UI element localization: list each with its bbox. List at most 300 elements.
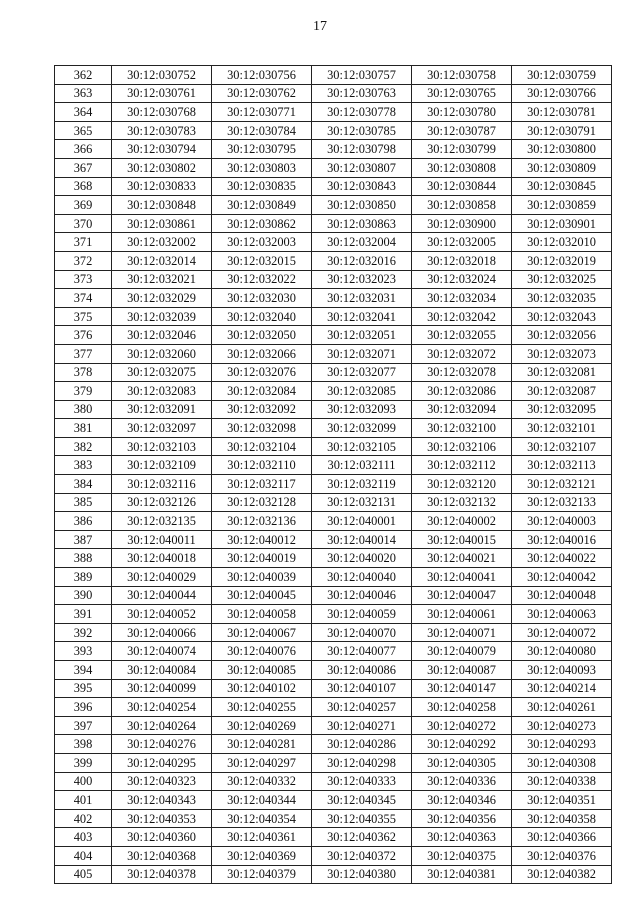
table-body <box>55 66 612 884</box>
cadastral-code-cell: 30:12:032133 <box>512 493 612 512</box>
cadastral-code-cell: 30:12:030835 <box>212 177 312 196</box>
cadastral-code-cell: 30:12:032111 <box>312 456 412 475</box>
cadastral-code-cell: 30:12:030798 <box>312 140 412 159</box>
cadastral-code-cell: 30:12:040085 <box>212 661 312 680</box>
row-number-cell: 401 <box>55 791 112 810</box>
cadastral-code-cell: 30:12:032113 <box>512 456 612 475</box>
cadastral-code-cell: 30:12:040047 <box>412 586 512 605</box>
cadastral-code-cell: 30:12:032023 <box>312 270 412 289</box>
table-row <box>55 661 612 680</box>
cadastral-code-cell: 30:12:032003 <box>212 233 312 252</box>
cadastral-code-cell: 30:12:040086 <box>312 661 412 680</box>
table-row <box>55 493 612 512</box>
table-row <box>55 307 612 326</box>
cadastral-code-cell: 30:12:032076 <box>212 363 312 382</box>
cadastral-code-cell: 30:12:030783 <box>112 121 212 140</box>
table-row <box>55 419 612 438</box>
cadastral-code-cell: 30:12:032086 <box>412 382 512 401</box>
cadastral-code-cell: 30:12:040298 <box>312 753 412 772</box>
table-row <box>55 846 612 865</box>
cadastral-code-cell: 30:12:032087 <box>512 382 612 401</box>
cadastral-code-cell: 30:12:030785 <box>312 121 412 140</box>
cadastral-code-cell: 30:12:032022 <box>212 270 312 289</box>
cadastral-code-cell: 30:12:030791 <box>512 121 612 140</box>
cadastral-code-cell: 30:12:040052 <box>112 605 212 624</box>
cadastral-code-cell: 30:12:040015 <box>412 530 512 549</box>
row-number-cell: 366 <box>55 140 112 159</box>
cadastral-code-cell: 30:12:040295 <box>112 753 212 772</box>
row-number-cell: 392 <box>55 623 112 642</box>
cadastral-code-cell: 30:12:040358 <box>512 809 612 828</box>
table-row <box>55 530 612 549</box>
cadastral-code-cell: 30:12:032041 <box>312 307 412 326</box>
cadastral-code-cell: 30:12:040003 <box>512 512 612 531</box>
cadastral-code-cell: 30:12:030763 <box>312 84 412 103</box>
cadastral-code-cell: 30:12:040058 <box>212 605 312 624</box>
cadastral-code-cell: 30:12:030778 <box>312 103 412 122</box>
cadastral-code-cell: 30:12:040308 <box>512 753 612 772</box>
table-row <box>55 865 612 884</box>
cadastral-code-cell: 30:12:032132 <box>412 493 512 512</box>
cadastral-code-cell: 30:12:030859 <box>512 196 612 215</box>
cadastral-code-cell: 30:12:040356 <box>412 809 512 828</box>
cadastral-code-cell: 30:12:032126 <box>112 493 212 512</box>
cadastral-code-cell: 30:12:032099 <box>312 419 412 438</box>
cadastral-code-cell: 30:12:040012 <box>212 530 312 549</box>
cadastral-code-cell: 30:12:040276 <box>112 735 212 754</box>
cadastral-code-cell: 30:12:032010 <box>512 233 612 252</box>
cadastral-code-cell: 30:12:040014 <box>312 530 412 549</box>
cadastral-code-cell: 30:12:040021 <box>412 549 512 568</box>
cadastral-code-cell: 30:12:040214 <box>512 679 612 698</box>
cadastral-code-cell: 30:12:040368 <box>112 846 212 865</box>
cadastral-code-cell: 30:12:032035 <box>512 289 612 308</box>
cadastral-code-cell: 30:12:032050 <box>212 326 312 345</box>
cadastral-code-cell: 30:12:032093 <box>312 400 412 419</box>
cadastral-code-cell: 30:12:030800 <box>512 140 612 159</box>
row-number-cell: 373 <box>55 270 112 289</box>
cadastral-code-cell: 30:12:040099 <box>112 679 212 698</box>
cadastral-code-cell: 30:12:032004 <box>312 233 412 252</box>
table-row <box>55 177 612 196</box>
cadastral-code-cell: 30:12:040079 <box>412 642 512 661</box>
row-number-cell: 367 <box>55 158 112 177</box>
cadastral-code-cell: 30:12:032131 <box>312 493 412 512</box>
cadastral-code-cell: 30:12:040379 <box>212 865 312 884</box>
cadastral-code-cell: 30:12:040063 <box>512 605 612 624</box>
cadastral-code-cell: 30:12:040258 <box>412 698 512 717</box>
cadastral-code-cell: 30:12:040067 <box>212 623 312 642</box>
cadastral-code-cell: 30:12:040074 <box>112 642 212 661</box>
table-row <box>55 475 612 494</box>
cadastral-code-cell: 30:12:032077 <box>312 363 412 382</box>
cadastral-code-cell: 30:12:040361 <box>212 828 312 847</box>
cadastral-code-cell: 30:12:040286 <box>312 735 412 754</box>
row-number-cell: 380 <box>55 400 112 419</box>
cadastral-code-cell: 30:12:032098 <box>212 419 312 438</box>
cadastral-code-cell: 30:12:030862 <box>212 214 312 233</box>
cadastral-code-cell: 30:12:030844 <box>412 177 512 196</box>
cadastral-code-cell: 30:12:032016 <box>312 251 412 270</box>
table-row <box>55 828 612 847</box>
cadastral-code-cell: 30:12:032029 <box>112 289 212 308</box>
cadastral-code-cell: 30:12:030802 <box>112 158 212 177</box>
cadastral-code-cell: 30:12:040001 <box>312 512 412 531</box>
cadastral-code-cell: 30:12:040022 <box>512 549 612 568</box>
cadastral-code-cell: 30:12:040305 <box>412 753 512 772</box>
row-number-cell: 375 <box>55 307 112 326</box>
cadastral-code-cell: 30:12:030807 <box>312 158 412 177</box>
cadastral-code-cell: 30:12:032091 <box>112 400 212 419</box>
cadastral-code-cell: 30:12:030766 <box>512 84 612 103</box>
cadastral-code-cell: 30:12:040376 <box>512 846 612 865</box>
table-row <box>55 382 612 401</box>
cadastral-code-cell: 30:12:040076 <box>212 642 312 661</box>
cadastral-code-cell: 30:12:040072 <box>512 623 612 642</box>
cadastral-code-cell: 30:12:040042 <box>512 568 612 587</box>
cadastral-code-cell: 30:12:040363 <box>412 828 512 847</box>
cadastral-code-cell: 30:12:040355 <box>312 809 412 828</box>
cadastral-code-cell: 30:12:032109 <box>112 456 212 475</box>
cadastral-code-cell: 30:12:040147 <box>412 679 512 698</box>
cadastral-code-cell: 30:12:040041 <box>412 568 512 587</box>
page-number: 17 <box>313 19 327 34</box>
table-row <box>55 549 612 568</box>
cadastral-code-cell: 30:12:040297 <box>212 753 312 772</box>
table-row <box>55 753 612 772</box>
cadastral-code-cell: 30:12:032043 <box>512 307 612 326</box>
cadastral-code-cell: 30:12:032106 <box>412 437 512 456</box>
cadastral-code-cell: 30:12:032084 <box>212 382 312 401</box>
table-row <box>55 326 612 345</box>
cadastral-code-cell: 30:12:030809 <box>512 158 612 177</box>
row-number-cell: 388 <box>55 549 112 568</box>
table-row <box>55 158 612 177</box>
cadastral-code-cell: 30:12:040255 <box>212 698 312 717</box>
cadastral-code-cell: 30:12:032040 <box>212 307 312 326</box>
cadastral-code-cell: 30:12:030771 <box>212 103 312 122</box>
cadastral-code-cell: 30:12:032105 <box>312 437 412 456</box>
cadastral-code-cell: 30:12:032024 <box>412 270 512 289</box>
cadastral-code-cell: 30:12:032094 <box>412 400 512 419</box>
cadastral-code-cell: 30:12:040346 <box>412 791 512 810</box>
cadastral-code-cell: 30:12:030752 <box>112 66 212 85</box>
row-number-cell: 377 <box>55 344 112 363</box>
cadastral-code-cell: 30:12:040080 <box>512 642 612 661</box>
table-row <box>55 66 612 85</box>
cadastral-code-cell: 30:12:030795 <box>212 140 312 159</box>
cadastral-code-cell: 30:12:040048 <box>512 586 612 605</box>
row-number-cell: 371 <box>55 233 112 252</box>
cadastral-code-cell: 30:12:040040 <box>312 568 412 587</box>
cadastral-code-cell: 30:12:032112 <box>412 456 512 475</box>
cadastral-code-cell: 30:12:040019 <box>212 549 312 568</box>
cadastral-code-cell: 30:12:032030 <box>212 289 312 308</box>
cadastral-code-cell: 30:12:032071 <box>312 344 412 363</box>
row-number-cell: 390 <box>55 586 112 605</box>
cadastral-code-cell: 30:12:032081 <box>512 363 612 382</box>
row-number-cell: 397 <box>55 716 112 735</box>
cadastral-code-cell: 30:12:040353 <box>112 809 212 828</box>
row-number-cell: 382 <box>55 437 112 456</box>
row-number-cell: 399 <box>55 753 112 772</box>
row-number-cell: 381 <box>55 419 112 438</box>
cadastral-code-cell: 30:12:040077 <box>312 642 412 661</box>
cadastral-code-cell: 30:12:040102 <box>212 679 312 698</box>
cadastral-code-cell: 30:12:040369 <box>212 846 312 865</box>
table-row <box>55 270 612 289</box>
cadastral-code-cell: 30:12:040344 <box>212 791 312 810</box>
row-number-cell: 364 <box>55 103 112 122</box>
row-number-cell: 368 <box>55 177 112 196</box>
cadastral-code-cell: 30:12:040257 <box>312 698 412 717</box>
cadastral-code-cell: 30:12:032103 <box>112 437 212 456</box>
cadastral-code-cell: 30:12:040272 <box>412 716 512 735</box>
cadastral-code-cell: 30:12:040016 <box>512 530 612 549</box>
cadastral-code-cell: 30:12:040292 <box>412 735 512 754</box>
cadastral-code-cell: 30:12:030768 <box>112 103 212 122</box>
row-number-cell: 389 <box>55 568 112 587</box>
cadastral-code-cell: 30:12:032119 <box>312 475 412 494</box>
cadastral-code-cell: 30:12:030759 <box>512 66 612 85</box>
cadastral-code-cell: 30:12:032056 <box>512 326 612 345</box>
row-number-cell: 403 <box>55 828 112 847</box>
cadastral-code-cell: 30:12:030850 <box>312 196 412 215</box>
cadastral-code-cell: 30:12:040254 <box>112 698 212 717</box>
cadastral-code-cell: 30:12:032116 <box>112 475 212 494</box>
table-row <box>55 623 612 642</box>
cadastral-code-cell: 30:12:032092 <box>212 400 312 419</box>
cadastral-code-cell: 30:12:032019 <box>512 251 612 270</box>
row-number-cell: 379 <box>55 382 112 401</box>
cadastral-code-cell: 30:12:040071 <box>412 623 512 642</box>
cadastral-code-cell: 30:12:040381 <box>412 865 512 884</box>
cadastral-code-cell: 30:12:040336 <box>412 772 512 791</box>
cadastral-code-cell: 30:12:040020 <box>312 549 412 568</box>
cadastral-code-cell: 30:12:032107 <box>512 437 612 456</box>
row-number-cell: 376 <box>55 326 112 345</box>
cadastral-code-cell: 30:12:040338 <box>512 772 612 791</box>
cadastral-code-cell: 30:12:040002 <box>412 512 512 531</box>
cadastral-code-cell: 30:12:032078 <box>412 363 512 382</box>
cadastral-code-cell: 30:12:032095 <box>512 400 612 419</box>
cadastral-code-cell: 30:12:040011 <box>112 530 212 549</box>
table-row <box>55 772 612 791</box>
cadastral-code-cell: 30:12:032117 <box>212 475 312 494</box>
table-row <box>55 400 612 419</box>
row-number-cell: 394 <box>55 661 112 680</box>
table-row <box>55 214 612 233</box>
cadastral-code-cell: 30:12:032072 <box>412 344 512 363</box>
cadastral-code-cell: 30:12:030781 <box>512 103 612 122</box>
cadastral-code-cell: 30:12:040375 <box>412 846 512 865</box>
table-row <box>55 512 612 531</box>
cadastral-code-cell: 30:12:032002 <box>112 233 212 252</box>
cadastral-code-cell: 30:12:032135 <box>112 512 212 531</box>
cadastral-code-cell: 30:12:032136 <box>212 512 312 531</box>
cadastral-code-cell: 30:12:030901 <box>512 214 612 233</box>
cadastral-code-cell: 30:12:030843 <box>312 177 412 196</box>
row-number-cell: 405 <box>55 865 112 884</box>
row-number-cell: 404 <box>55 846 112 865</box>
cadastral-code-cell: 30:12:032110 <box>212 456 312 475</box>
cadastral-code-cell: 30:12:040366 <box>512 828 612 847</box>
cadastral-code-cell: 30:12:032034 <box>412 289 512 308</box>
table-row <box>55 809 612 828</box>
table-row <box>55 698 612 717</box>
cadastral-code-cell: 30:12:040380 <box>312 865 412 884</box>
table-row <box>55 344 612 363</box>
cadastral-code-cell: 30:12:030863 <box>312 214 412 233</box>
cadastral-code-cell: 30:12:030861 <box>112 214 212 233</box>
cadastral-code-cell: 30:12:040271 <box>312 716 412 735</box>
table-row <box>55 233 612 252</box>
cadastral-code-cell: 30:12:032014 <box>112 251 212 270</box>
cadastral-code-cell: 30:12:040332 <box>212 772 312 791</box>
row-number-cell: 363 <box>55 84 112 103</box>
cadastral-code-cell: 30:12:040093 <box>512 661 612 680</box>
table-row <box>55 735 612 754</box>
cadastral-code-cell: 30:12:040059 <box>312 605 412 624</box>
cadastral-code-cell: 30:12:040281 <box>212 735 312 754</box>
cadastral-code-cell: 30:12:040061 <box>412 605 512 624</box>
cadastral-code-cell: 30:12:032055 <box>412 326 512 345</box>
row-number-cell: 378 <box>55 363 112 382</box>
cadastral-code-cell: 30:12:032051 <box>312 326 412 345</box>
table-row <box>55 456 612 475</box>
row-number-cell: 400 <box>55 772 112 791</box>
cadastral-code-cell: 30:12:032018 <box>412 251 512 270</box>
table-row <box>55 716 612 735</box>
cadastral-code-cell: 30:12:040345 <box>312 791 412 810</box>
row-number-cell: 386 <box>55 512 112 531</box>
cadastral-code-cell: 30:12:040264 <box>112 716 212 735</box>
row-number-cell: 384 <box>55 475 112 494</box>
cadastral-code-cell: 30:12:030762 <box>212 84 312 103</box>
cadastral-code-cell: 30:12:040351 <box>512 791 612 810</box>
cadastral-code-cell: 30:12:040045 <box>212 586 312 605</box>
cadastral-code-cell: 30:12:032120 <box>412 475 512 494</box>
table-row <box>55 586 612 605</box>
cadastral-code-cell: 30:12:030808 <box>412 158 512 177</box>
cadastral-code-cell: 30:12:040323 <box>112 772 212 791</box>
cadastral-code-cell: 30:12:032100 <box>412 419 512 438</box>
cadastral-code-cell: 30:12:040261 <box>512 698 612 717</box>
cadastral-quarters-table <box>54 65 612 884</box>
table-row <box>55 103 612 122</box>
cadastral-code-cell: 30:12:040087 <box>412 661 512 680</box>
cadastral-code-cell: 30:12:040066 <box>112 623 212 642</box>
row-number-cell: 383 <box>55 456 112 475</box>
table-row <box>55 140 612 159</box>
cadastral-code-cell: 30:12:040046 <box>312 586 412 605</box>
row-number-cell: 396 <box>55 698 112 717</box>
cadastral-code-cell: 30:12:032083 <box>112 382 212 401</box>
cadastral-code-cell: 30:12:040029 <box>112 568 212 587</box>
cadastral-code-cell: 30:12:040107 <box>312 679 412 698</box>
row-number-cell: 393 <box>55 642 112 661</box>
row-number-cell: 385 <box>55 493 112 512</box>
cadastral-code-cell: 30:12:032031 <box>312 289 412 308</box>
cadastral-code-cell: 30:12:030756 <box>212 66 312 85</box>
table-row <box>55 568 612 587</box>
row-number-cell: 387 <box>55 530 112 549</box>
row-number-cell: 391 <box>55 605 112 624</box>
cadastral-code-cell: 30:12:030757 <box>312 66 412 85</box>
cadastral-code-cell: 30:12:040372 <box>312 846 412 865</box>
cadastral-code-cell: 30:12:032104 <box>212 437 312 456</box>
cadastral-code-cell: 30:12:030900 <box>412 214 512 233</box>
table-row <box>55 679 612 698</box>
row-number-cell: 369 <box>55 196 112 215</box>
cadastral-code-cell: 30:12:032085 <box>312 382 412 401</box>
cadastral-code-cell: 30:12:032073 <box>512 344 612 363</box>
table-row <box>55 289 612 308</box>
table-row <box>55 121 612 140</box>
cadastral-code-cell: 30:12:040273 <box>512 716 612 735</box>
cadastral-code-cell: 30:12:030761 <box>112 84 212 103</box>
cadastral-code-cell: 30:12:030799 <box>412 140 512 159</box>
cadastral-code-cell: 30:12:040070 <box>312 623 412 642</box>
row-number-cell: 374 <box>55 289 112 308</box>
cadastral-code-cell: 30:12:040333 <box>312 772 412 791</box>
cadastral-code-cell: 30:12:040354 <box>212 809 312 828</box>
cadastral-code-cell: 30:12:030849 <box>212 196 312 215</box>
cadastral-code-cell: 30:12:030787 <box>412 121 512 140</box>
cadastral-code-cell: 30:12:030758 <box>412 66 512 85</box>
cadastral-code-cell: 30:12:032042 <box>412 307 512 326</box>
cadastral-code-cell: 30:12:030780 <box>412 103 512 122</box>
cadastral-code-cell: 30:12:032097 <box>112 419 212 438</box>
cadastral-code-cell: 30:12:040044 <box>112 586 212 605</box>
cadastral-code-cell: 30:12:032015 <box>212 251 312 270</box>
table-row <box>55 196 612 215</box>
cadastral-code-cell: 30:12:040360 <box>112 828 212 847</box>
cadastral-code-cell: 30:12:032039 <box>112 307 212 326</box>
cadastral-code-cell: 30:12:040293 <box>512 735 612 754</box>
table-row <box>55 251 612 270</box>
cadastral-code-cell: 30:12:032060 <box>112 344 212 363</box>
row-number-cell: 362 <box>55 66 112 85</box>
row-number-cell: 398 <box>55 735 112 754</box>
row-number-cell: 372 <box>55 251 112 270</box>
table-row <box>55 437 612 456</box>
table-row <box>55 84 612 103</box>
cadastral-code-cell: 30:12:030765 <box>412 84 512 103</box>
cadastral-code-cell: 30:12:040084 <box>112 661 212 680</box>
cadastral-code-cell: 30:12:040039 <box>212 568 312 587</box>
cadastral-code-cell: 30:12:030833 <box>112 177 212 196</box>
cadastral-code-cell: 30:12:032021 <box>112 270 212 289</box>
cadastral-code-cell: 30:12:030794 <box>112 140 212 159</box>
cadastral-code-cell: 30:12:040343 <box>112 791 212 810</box>
cadastral-code-cell: 30:12:032121 <box>512 475 612 494</box>
cadastral-code-cell: 30:12:032025 <box>512 270 612 289</box>
row-number-cell: 365 <box>55 121 112 140</box>
row-number-cell: 370 <box>55 214 112 233</box>
cadastral-code-cell: 30:12:030784 <box>212 121 312 140</box>
cadastral-code-cell: 30:12:040382 <box>512 865 612 884</box>
cadastral-code-cell: 30:12:040378 <box>112 865 212 884</box>
cadastral-code-cell: 30:12:032005 <box>412 233 512 252</box>
table-row <box>55 605 612 624</box>
cadastral-code-cell: 30:12:040018 <box>112 549 212 568</box>
row-number-cell: 395 <box>55 679 112 698</box>
cadastral-code-cell: 30:12:032128 <box>212 493 312 512</box>
table-row <box>55 642 612 661</box>
cadastral-code-cell: 30:12:032046 <box>112 326 212 345</box>
row-number-cell: 402 <box>55 809 112 828</box>
